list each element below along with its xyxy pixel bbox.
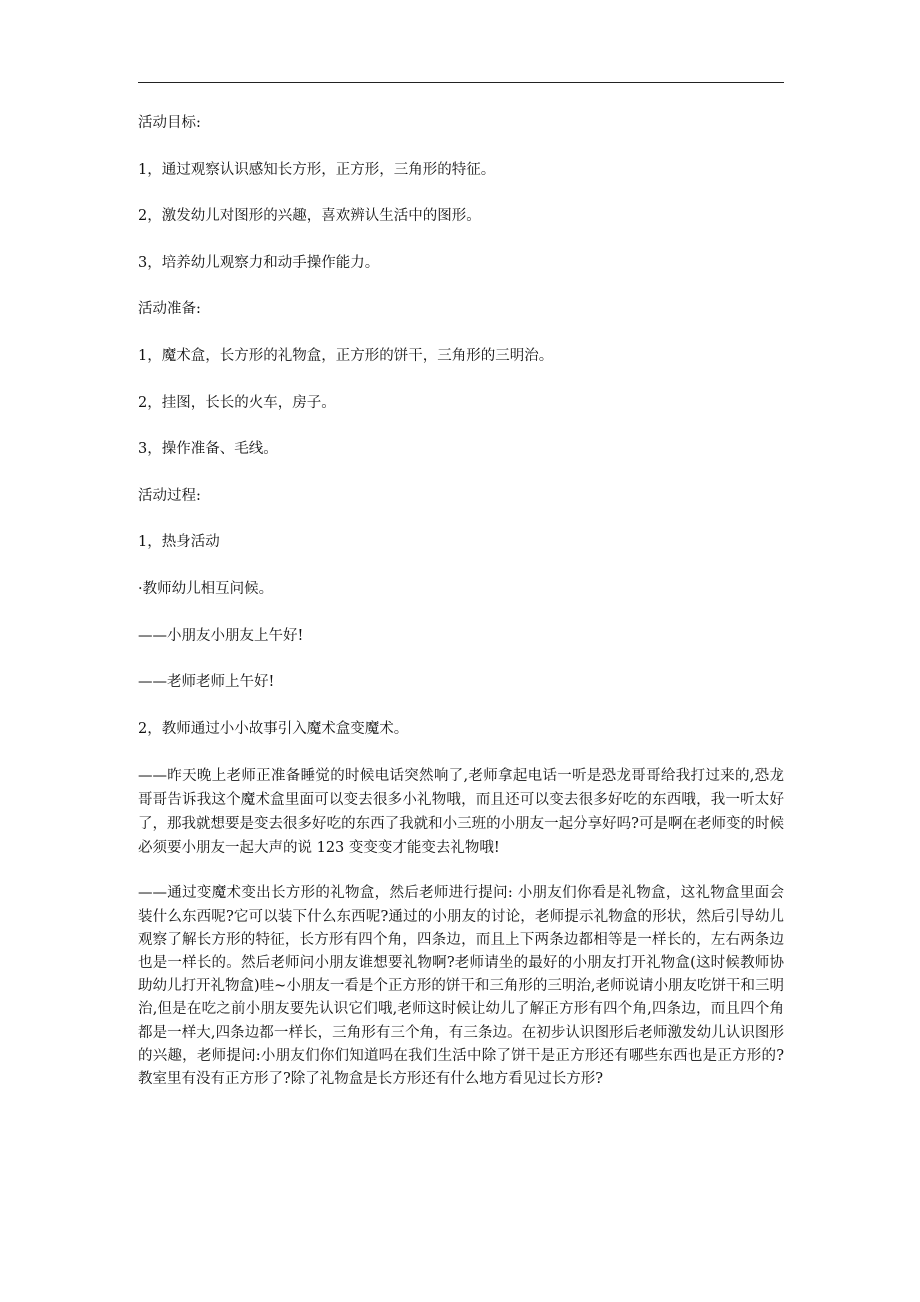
goal-item-2: 2，激发幼儿对图形的兴趣，喜欢辨认生活中的图形。	[138, 208, 481, 225]
preparation-item-1: 1，魔术盒，长方形的礼物盒，正方形的饼干，三角形的三明治。	[138, 347, 554, 364]
dialogue-line-children: ——小朋友小朋友上午好!	[138, 627, 304, 644]
section-heading-process: 活动过程:	[138, 487, 201, 504]
section-heading-preparation: 活动准备:	[138, 301, 201, 318]
process-step-1: 1，热身活动	[138, 534, 220, 551]
magic-box-paragraph: ——通过变魔术变出长方形的礼物盒，然后老师进行提问: 小朋友们你看是礼物盒，这礼物盒里面会装什么东西呢?它可以装下什么东西呢?通过的小朋友的讨论，老师提示礼物盒的形状，然后引导幼儿观察了解长方形的特征，长方形有四个角，四条边，而且上下两条边都相等是一样长的，左右两条边也是一样长的。然后老师问小朋友谁想要礼物啊?老师请坐的最好的小朋友打开礼物盒(这时候教师协助幼儿打开礼物盒)哇~小朋友一看是个正方形的饼干和三角形的三明治,老师说请小朋友吃饼干和三明治,但是在吃之前小朋友要先认识它们哦,老师这时候让幼儿了解正方形有四个角,四条边，而且四个角都是一样大,四条边都一样长，三角形有三个角，有三条边。在初步认识图形后老师激发幼儿认识图形的兴趣，老师提问:小朋友们你们知道吗在我们生活中除了饼干是正方形还有哪些东西也是正方形的?教室里有没有正方形了?除了礼物盒是长方形还有什么地方看见过长方形?	[138, 885, 784, 1087]
goal-item-3: 3，培养幼儿观察力和动手操作能力。	[138, 254, 380, 271]
story-paragraph: ——昨天晚上老师正准备睡觉的时候电话突然响了,老师拿起电话一听是恐龙哥哥给我打过来的,恐龙哥哥告诉我这个魔术盒里面可以变去很多小礼物哦，而且还可以变去很多好吃的东西哦，我一听太好了，那我就想要是变去很多好吃的东西了我就和小三班的小朋友一起分享好吗?可是啊在老师变的时候必须要小朋友一起大声的说 123 变变变才能变去礼物哦!	[138, 768, 784, 857]
process-bullet-greeting: ·教师幼儿相互问候。	[138, 580, 274, 597]
process-step-2: 2，教师通过小小故事引入魔术盒变魔术。	[138, 720, 409, 737]
header-rule	[138, 82, 784, 83]
document-body	[138, 112, 784, 1113]
preparation-item-3: 3，操作准备、毛线。	[138, 441, 278, 458]
preparation-item-2: 2，挂图，长长的火车，房子。	[138, 394, 336, 411]
dialogue-line-teacher: ——老师老师上午好!	[138, 674, 275, 691]
goal-item-1: 1，通过观察认识感知长方形，正方形，三角形的特征。	[138, 161, 496, 178]
section-heading-goals: 活动目标:	[138, 115, 201, 131]
